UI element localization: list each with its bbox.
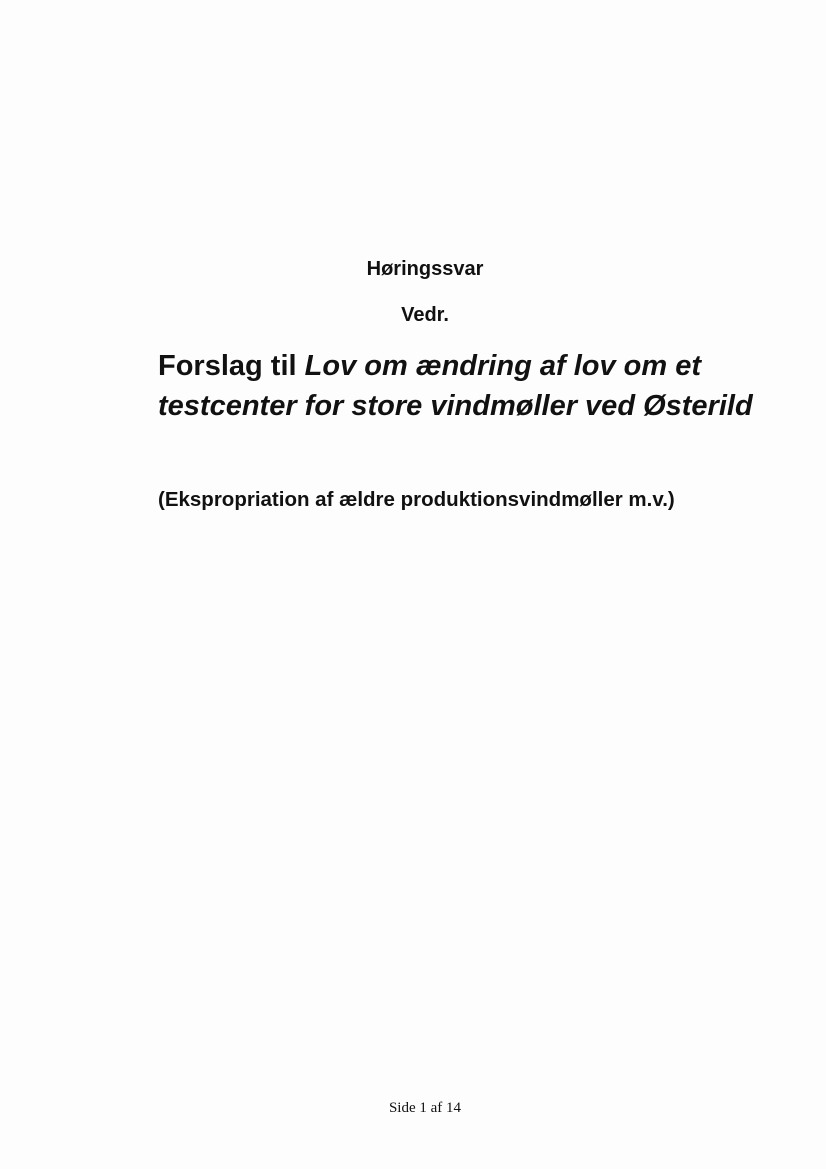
title-prefix: Forslag til xyxy=(158,350,305,382)
page-number-footer: Side 1 af 14 xyxy=(388,1100,462,1116)
document-subtitle: (Ekspropriation af ældre produktionsvindmøller m.v.) xyxy=(158,488,675,511)
title-law-name: Lov om ændring af lov om et testcenter for store vindmøller ved Østerild xyxy=(158,350,753,422)
document-title xyxy=(158,346,758,426)
regarding-label: Vedr. xyxy=(401,304,449,326)
document-type-heading: Høringssvar xyxy=(366,258,484,280)
